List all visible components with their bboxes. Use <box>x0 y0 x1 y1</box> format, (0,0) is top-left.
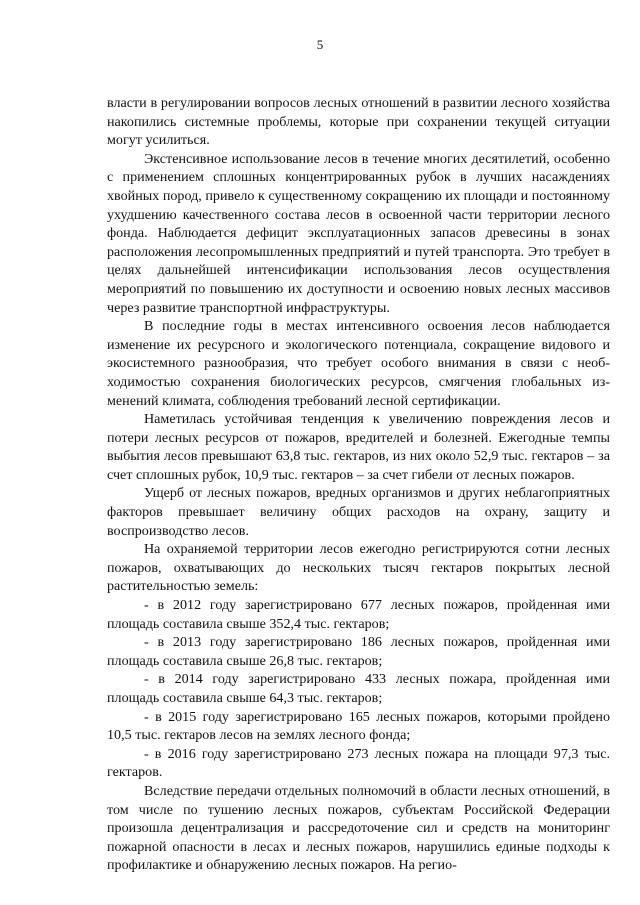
body-paragraph: В последние годы в местах интенсивного освоения лесов наблюдается изменение их ресурсного и экологического потенциала, сокращение видового и экосистемного разнообразия, что требует особого внимания в связи с необходимостью сохранения биологических ресурсов, смягчения глобальных изменений климата, соблюдения требований лесной сертификации. <box>107 318 610 409</box>
body-paragraph: На охраняемой территории лесов ежегодно регистрируются сотни лесных пожаров, охватывающих до нескольких тысяч гектаров покрытых лесной растительностью земель: <box>107 541 610 595</box>
body-paragraph: власти в регулировании вопросов лесных отношений в развитии лесного хозяйства накопились системные проблемы, которые при сохранении текущей ситуации могут усилиться. <box>107 95 610 149</box>
fire-statistics-item: - в 2016 году зарегистрировано 273 лесных пожара на площади 97,3 тыс. гектаров. <box>107 745 610 781</box>
fire-statistics-item: - в 2013 году зарегистрировано 186 лесных пожаров, пройденная ими площадь составила свыше 26,8 тыс. гектаров; <box>107 634 610 669</box>
fire-statistics-item: - в 2012 году зарегистрировано 677 лесных пожаров, пройденная ими площадь составила свыше 352,4 тыс. гектаров; <box>107 597 610 632</box>
page-number: 5 <box>316 37 324 52</box>
body-paragraph: Наметилась устойчивая тенденция к увеличению повреждения лесов и потери лесных ресурсов от пожаров, вредителей и болезней. Ежегодные темпы выбытия лесов превышают 63,8 тыс. гектаров, из них около 52,9 тыс. гектаров – за счет сплошных рубок, 10,9 тыс. гектаров – за счет гибели от лесных пожаров. <box>107 411 610 483</box>
body-paragraph: Вследствие передачи отдельных полномочий в области лесных отношений, в том числе по тушению лесных пожаров, субъектам Российской Федерации произошла децентрализация и рассредоточение сил и средств на мониторинг пожарной опасности в лесах и лесных пожаров, нарушились единые подходы к профилактике и обнаружению лесных пожаров. На регио- <box>107 782 610 874</box>
fire-statistics-item: - в 2015 году зарегистрировано 165 лесных пожаров, которыми пройдено 10,5 тыс. гектаров лесов на землях лесного фонда; <box>107 708 610 744</box>
body-paragraph: Экстенсивное использование лесов в течение многих десятилетий, особенно с применением сплошных концентрированных рубок в лучших насаждениях хвойных пород, привело к существенному сокращению их площади и постоянному ухудшению качественного состава лесов в освоенной части территории лесного фонда. Наблюдается дефицит эксплуатационных запасов древесины в зонах расположения лесопромышленных предприятий и путей транспорта. Это требует в целях дальнейшей интенсификации использования лесов осуществления мероприятий по повышению их доступности и освоению новых лесных массивов через развитие транспортной инфраструктуры. <box>107 150 610 316</box>
document-body <box>107 94 610 875</box>
fire-statistics-item: - в 2014 году зарегистрировано 433 лесных пожара, пройденная ими площадь составила свыше 64,3 тыс. гектаров; <box>107 671 610 706</box>
body-paragraph: Ущерб от лесных пожаров, вредных организмов и других неблагоприятных факторов превышает величину общих расходов на охрану, защиту и воспроизводство лесов. <box>107 485 610 539</box>
